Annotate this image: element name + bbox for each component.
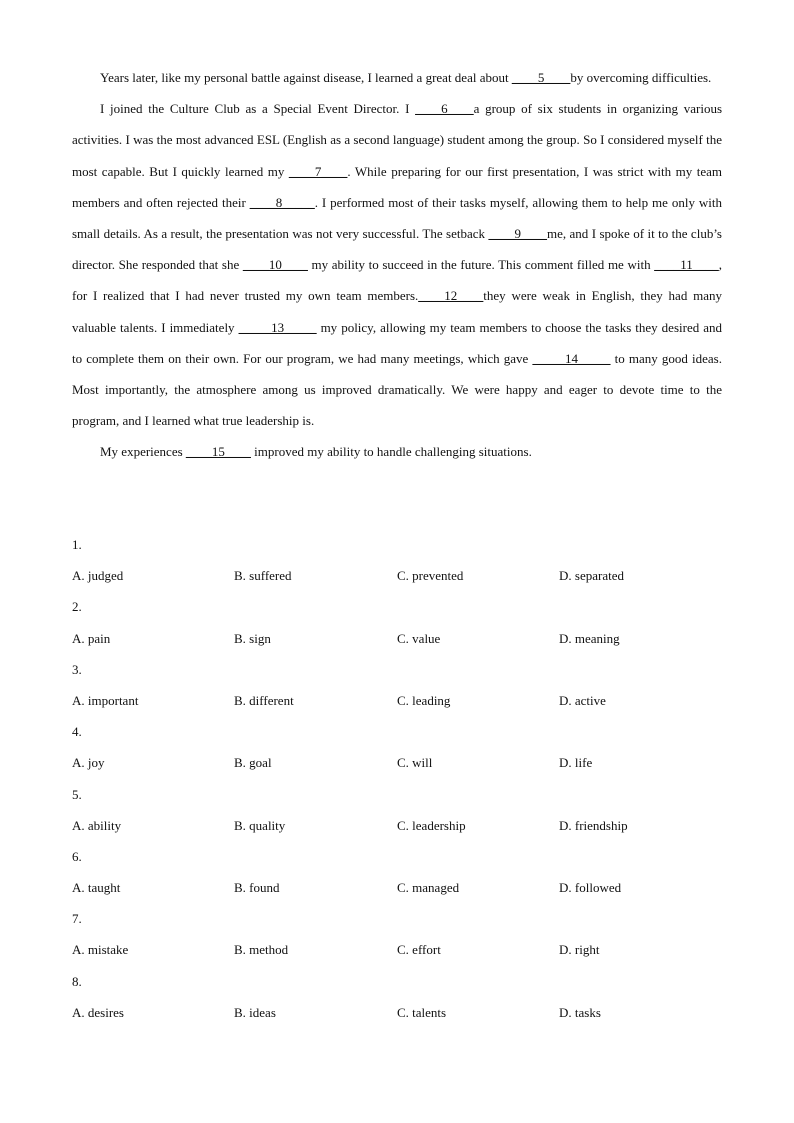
question-number: 3. [72,661,82,677]
blank-15: ____15____ [185,444,251,460]
question-number: 6. [72,848,82,864]
option-a: A. taught [72,880,121,896]
option-d: D. tasks [559,1004,601,1020]
option-d: D. separated [559,568,624,584]
option-a: A. important [72,692,139,708]
option-a: A. judged [72,568,124,584]
text: Years later, like my personal battle against disease, I learned a great deal about [100,70,512,85]
option-b: B. ideas [234,1004,276,1020]
question-list [72,529,722,1028]
question-number: 2. [72,599,82,615]
text: to many good ideas. Most importantly, the atmosphere among us improved dramatically. We were happy and eager to devote time to the program, and I learned what true leadership is. [72,350,722,429]
question-options [72,623,722,654]
option-c: C. will [397,755,433,771]
option-b: B. goal [234,755,272,771]
option-c: C. prevented [397,568,464,584]
blank-9: ____9____ [488,226,547,242]
text: me, and I spoke of it to the club’s director. She responded that she [72,226,722,273]
text: they were weak in English, they had many valuable talents. I immediately [72,288,722,335]
option-a: A. pain [72,630,111,646]
question-options [72,934,722,965]
option-d: D. followed [559,880,622,896]
question-number: 4. [72,724,82,740]
blank-8: ____8_____ [249,194,315,210]
option-a: A. mistake [72,942,129,958]
text: I joined the Culture Club as a Special Event Director. I [100,101,416,117]
text: a group of six students in organizing various activities. I was the most advanced ESL (English as a second language) student among the group. So I considered myself the most capable. But I quickly learned my [72,101,723,179]
blank-11: ____11____ [654,257,719,273]
option-c: C. managed [397,880,460,896]
blank-12: ____12____ [418,288,484,304]
option-b: B. found [234,880,280,896]
text: . I performed most of their tasks myself, allowing them to help me only with small details. As a result, the presentation was not very successful. The setback [72,194,722,242]
option-b: B. different [234,692,294,708]
question-options [72,560,722,591]
paragraph-2 [72,93,722,436]
option-b: B. method [234,942,289,958]
option-d: D. active [559,692,606,708]
text: by overcoming difficulties. [570,70,712,85]
question-options [72,872,722,903]
option-c: C. effort [397,942,441,958]
cloze-passage [72,62,722,468]
option-c: C. value [397,630,441,646]
question-options [72,810,722,841]
question-options [72,997,722,1028]
option-a: A. joy [72,755,105,771]
blank-6: ____6____ [415,101,474,117]
text: , for I realized that I had never trusted my own team members. [72,257,722,304]
question-number: 8. [72,973,82,989]
option-b: B. suffered [234,568,292,584]
blank-7: ____7____ [288,163,348,179]
text: my policy, allowing my team members to choose the tasks they desired and to complete them on their own. For our program, we had many meetings, which gave [72,319,722,366]
paragraph-1 [72,62,722,93]
question-options [72,685,722,716]
text: My experiences [100,444,186,460]
text: improved my ability to handle challenging situations. [250,444,532,460]
option-a: A. ability [72,817,122,833]
blank-10: ____10____ [242,257,308,273]
blank-14: _____14_____ [532,350,611,366]
text: . While preparing for our first presentation, I was strict with my team members and often rejected their [72,163,722,210]
blank-5: ____5____ [511,70,571,85]
option-d: D. right [559,942,600,958]
question-number: 1. [72,537,82,552]
blank-13: _____13_____ [238,319,317,335]
option-b: B. sign [234,630,271,646]
option-b: B. quality [234,817,286,833]
question-number: 7. [72,911,82,927]
option-c: C. talents [397,1004,447,1020]
text: my ability to succeed in the future. This comment filled me with [307,257,655,273]
option-d: D. life [559,755,593,771]
option-a: A. desires [72,1004,124,1020]
question-number: 5. [72,786,82,802]
option-c: C. leadership [397,817,466,833]
option-d: D. friendship [559,817,628,833]
paragraph-3 [72,436,722,467]
question-options [72,747,722,778]
option-d: D. meaning [559,630,620,646]
option-c: C. leading [397,692,451,708]
